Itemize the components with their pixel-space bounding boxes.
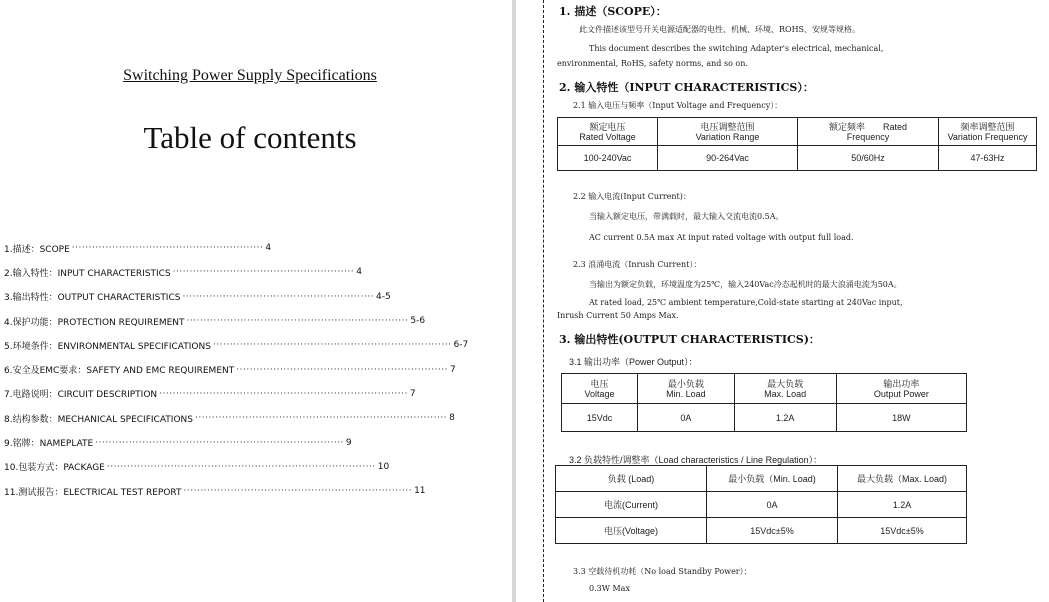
subsection-3-1: 3.1 输出功率（Power Output）： [569, 357, 698, 367]
toc-leader-dots: ·········································································· [95, 437, 344, 448]
table-header-cell: 电压调整范围 Variation Range [658, 118, 798, 146]
table-header-cell: 最小负载（Min. Load) [707, 466, 838, 492]
toc-entry-page: 8 [449, 413, 455, 424]
inrush-current-cn: 当输出为额定负载，环境温度为25℃，输入240Vac冷态起机时的最大浪涌电流为50A。 [589, 280, 902, 289]
scope-text-en-1: This document describes the switching Adapter's electrical, mechanical, [589, 44, 884, 53]
toc-entry[interactable] [4, 357, 504, 381]
table-cell: 0A [707, 492, 838, 518]
table-header-cell: 额定电压 Rated Voltage [558, 118, 658, 146]
table-of-contents [4, 236, 504, 503]
table-cell: 15Vdc±5% [707, 518, 838, 544]
table-cell: 1.2A [734, 404, 836, 432]
toc-leader-dots: ························································· [71, 243, 264, 254]
toc-entry[interactable] [4, 309, 504, 333]
toc-entry-label: 8.结构参数：MECHANICAL SPECIFICATIONS [4, 414, 193, 425]
toc-entry[interactable] [4, 260, 504, 284]
toc-leader-dots: ······················································ [172, 267, 355, 278]
table-cell: 电流(Current) [556, 492, 707, 518]
toc-leader-dots: ······································································· [212, 340, 452, 351]
subsection-2-3: 2.3 浪涌电流（Inrush Current）： [573, 260, 702, 269]
toc-entry-label: 9.铭牌：NAMEPLATE [4, 439, 94, 450]
toc-leader-dots: ·········································································· [159, 388, 408, 399]
subsection-3-3: 3.3 空载待机功耗（No load Standby Power）： [573, 567, 752, 576]
table-cell: 50/60Hz [798, 146, 939, 171]
table-header-cell: 最小负载 Min. Load [638, 374, 735, 404]
subsection-3-2: 3.2 负载特性/调整率（Load characteristics / Line Regulation）： [569, 455, 823, 465]
toc-entry-label: 3.输出特性：OUTPUT CHARACTERISTICS [4, 293, 181, 304]
toc-entry-label: 1.描述：SCOPE [4, 244, 70, 255]
table-cell: 47-63Hz [939, 146, 1037, 171]
toc-entry-page: 6-7 [453, 340, 469, 351]
toc-entry-label: 2.输入特性：INPUT CHARACTERISTICS [4, 268, 171, 279]
left-page [0, 0, 512, 602]
table-header-cell: 最大负载 Max. Load [734, 374, 836, 404]
toc-entry-label: 10.包装方式：PACKAGE [4, 463, 105, 474]
scope-text-cn: 此文件描述该型号开关电源适配器的电性、机械、环境、ROHS、安规等规格。 [579, 25, 861, 34]
table-cell: 100-240Vac [558, 146, 658, 171]
page-margin-border [543, 0, 544, 602]
toc-entry-page: 4 [265, 243, 272, 254]
scope-text-en-2: environmental, RoHS, safety norms, and so on. [557, 59, 748, 68]
toc-entry[interactable] [4, 285, 504, 309]
toc-entry-label: 6.安全及EMC要求：SAFETY AND EMC REQUIREMENT [4, 366, 235, 377]
standby-power-value: 0.3W Max [589, 584, 630, 593]
toc-entry[interactable] [4, 333, 504, 357]
toc-entry[interactable] [4, 236, 504, 260]
input-current-en: AC current 0.5A max At input rated voltage with output full load. [589, 233, 854, 242]
toc-entry-label: 11.测试报告：ELECTRICAL TEST REPORT [4, 487, 182, 498]
output-power-table [561, 373, 967, 432]
toc-entry[interactable] [4, 430, 504, 454]
toc-entry-page: 7 [449, 364, 456, 375]
section-2-heading: 2. 输入特性（INPUT CHARACTERISTICS）： [559, 81, 814, 94]
toc-leader-dots: ······························································· [236, 364, 448, 375]
table-header-cell: 额定频率 Rated Frequency [798, 118, 939, 146]
toc-entry-label: 5.环境条件：ENVIRONMENTAL SPECIFICATIONS [4, 341, 211, 352]
load-regulation-table [555, 465, 967, 544]
toc-entry[interactable] [4, 479, 504, 503]
table-cell: 15Vdc [562, 404, 638, 432]
subsection-2-1: 2.1 输入电压与频率（Input Voltage and Frequency）： [573, 101, 783, 110]
toc-entry-page: 11 [414, 486, 426, 497]
toc-leader-dots: ························································· [182, 291, 375, 302]
toc-entry-page: 4 [356, 267, 362, 278]
toc-entry-page: 9 [345, 437, 352, 448]
toc-entry[interactable] [4, 382, 504, 406]
toc-entry[interactable] [4, 406, 504, 430]
inrush-current-en-1: At rated load, 25℃ ambient temperature,Cold-state starting at 240Vac input, [589, 298, 903, 307]
inrush-current-en-2: Inrush Current 50 Amps Max. [557, 311, 679, 320]
toc-entry-page: 4-5 [376, 291, 391, 302]
document-title: Switching Power Supply Specifications [123, 67, 377, 84]
toc-entry-page: 5-6 [410, 316, 426, 327]
table-cell: 15Vdc±5% [838, 518, 967, 544]
table-header-cell: 电压 Voltage [562, 374, 638, 404]
toc-leader-dots: ·································································· [186, 316, 409, 327]
toc-entry-page: 10 [377, 461, 390, 472]
section-1-heading: 1. 描述（SCOPE）： [559, 5, 667, 18]
toc-leader-dots: ···································································· [183, 486, 413, 497]
toc-heading: Table of contents [143, 120, 357, 155]
table-header-cell: 输出功率 Output Power [836, 374, 966, 404]
table-cell: 1.2A [838, 492, 967, 518]
table-header-cell: 最大负载（Max. Load) [838, 466, 967, 492]
subsection-2-2: 2.2 输入电流(Input Current)： [573, 192, 691, 201]
table-header-cell: 负载 (Load) [556, 466, 707, 492]
input-voltage-table [557, 117, 1037, 171]
toc-leader-dots: ················································································ [106, 461, 376, 472]
toc-entry-label: 4.保护功能：PROTECTION REQUIREMENT [4, 317, 185, 328]
toc-entry-label: 7.电路说明：CIRCUIT DESCRIPTION [4, 390, 158, 401]
table-cell: 18W [836, 404, 966, 432]
toc-entry-page: 7 [409, 388, 416, 399]
right-page [516, 0, 1049, 602]
table-header-cell: 频率调整范围 Variation Frequency [939, 118, 1037, 146]
toc-leader-dots: ··········································································· [194, 413, 448, 424]
toc-entry[interactable] [4, 455, 504, 479]
table-cell: 0A [638, 404, 735, 432]
input-current-cn: 当输入额定电压，带满载时，最大输入交流电流0.5A。 [589, 212, 784, 221]
table-cell: 90-264Vac [658, 146, 798, 171]
section-3-heading: 3. 输出特性(OUTPUT CHARACTERISTICS)： [559, 333, 820, 346]
table-cell: 电压(Voltage) [556, 518, 707, 544]
